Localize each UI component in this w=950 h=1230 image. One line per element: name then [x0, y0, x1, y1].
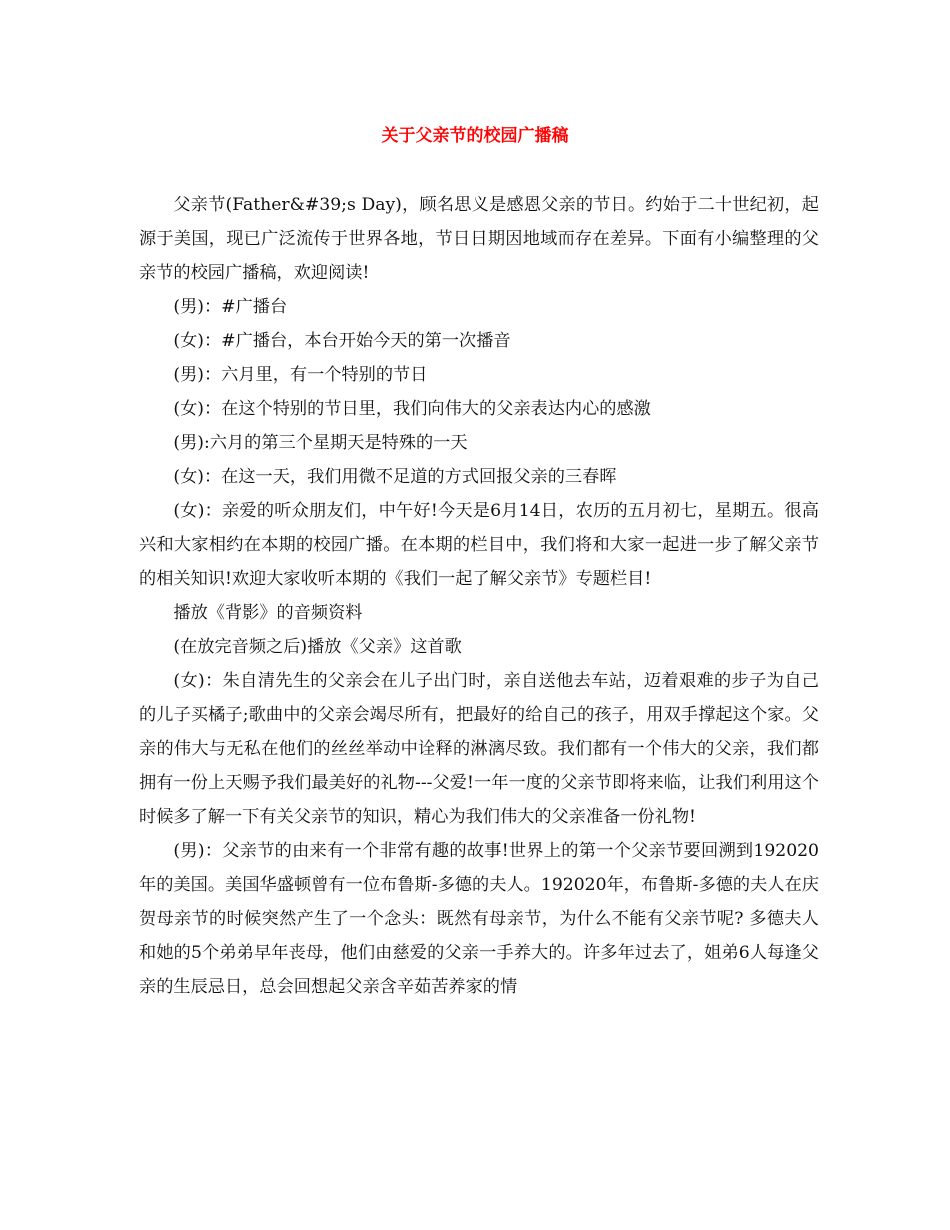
- paragraph-line: (女)：#广播台，本台开始今天的第一次播音: [173, 331, 511, 351]
- document-body: [139, 188, 819, 1004]
- paragraph-line: (女)：在这一天，我们用微不足道的方式回报父亲的三春晖: [173, 467, 617, 487]
- paragraph-line: (在放完音频之后)播放《父亲》这首歌: [173, 637, 462, 657]
- paragraph-line: (男)：六月里，有一个特别的节日: [173, 365, 428, 385]
- paragraph-intro: 父亲节(Father&#39;s Day)，顾名思义是感恩父亲的节日。约始于二十世纪初，起源于美国，现已广泛流传于世界各地，节日日期因地域而存在差异。下面有小编整理的父亲节的校园广播稿，欢迎阅读!: [139, 195, 819, 283]
- paragraph-line: (女)：在这个特别的节日里，我们向伟大的父亲表达内心的感激: [173, 399, 651, 419]
- document-title: 关于父亲节的校园广播稿: [381, 126, 569, 146]
- paragraph-father-love: (女)：朱自清先生的父亲会在儿子出门时，亲自送他去车站，迈着艰难的步子为自己的儿子买橘子;歌曲中的父亲会竭尽所有，把最好的给自己的孩子，用双手撑起这个家。父亲的伟大与无私在他们的丝丝举动中诠释的淋漓尽致。我们都有一个伟大的父亲，我们都拥有一份上天赐予我们最美好的礼物---父爱!一年一度的父亲节即将来临，让我们利用这个时候多了解一下有关父亲节的知识，精心为我们伟大的父亲准备一份礼物!: [139, 671, 819, 827]
- paragraph-line: 播放《背影》的音频资料: [173, 603, 363, 623]
- paragraph-line: (男)：#广播台: [173, 297, 288, 317]
- paragraph-line: (男):六月的第三个星期天是特殊的一天: [173, 433, 468, 453]
- paragraph-origin: (男)：父亲节的由来有一个非常有趣的故事!世界上的第一个父亲节要回溯到192020年的美国。美国华盛顿曾有一位布鲁斯-多德的夫人。192020年，布鲁斯-多德的夫人在庆贺母亲节的时候突然产生了一个念头：既然有母亲节，为什么不能有父亲节呢? 多德夫人和她的5个弟弟早年丧母，他们由慈爱的父亲一手养大的。许多年过去了，姐弟6人每逢父亲的生辰忌日，总会回想起父亲含辛茹苦养家的情: [139, 841, 819, 997]
- paragraph-greeting: (女)：亲爱的听众朋友们，中午好!今天是6月14日，农历的五月初七，星期五。很高兴和大家相约在本期的校园广播。在本期的栏目中，我们将和大家一起进一步了解父亲节的相关知识!欢迎大家收听本期的《我们一起了解父亲节》专题栏目!: [139, 501, 819, 589]
